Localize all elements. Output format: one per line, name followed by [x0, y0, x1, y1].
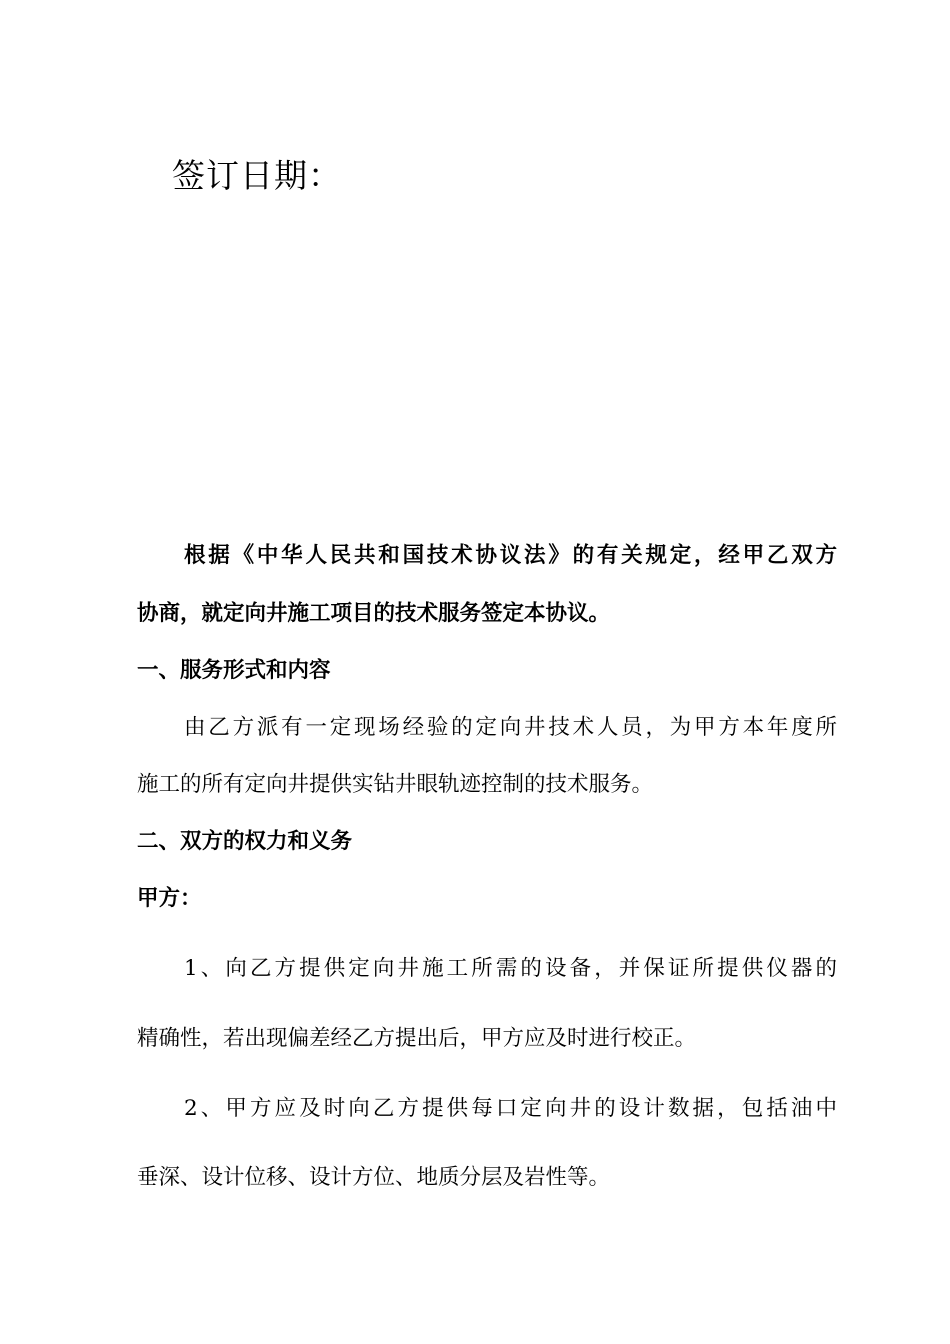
- section1-line-1: 由乙方派有一定现场经验的定向井技术人员，为甲方本年度所: [184, 715, 837, 740]
- section1-line-2: 施工的所有定向井提供实钻井眼轨迹控制的技术服务。: [137, 772, 654, 797]
- intro-line-1: 根据《中华人民共和国技术协议法》的有关规定，经甲乙双方: [184, 543, 837, 568]
- section2-heading: 二、双方的权力和义务: [137, 829, 353, 854]
- party-a-item1-line-1: 1、向乙方提供定向井施工所需的设备，并保证所提供仪器的: [184, 956, 837, 981]
- party-a-item2-line-2: 垂深、设计位移、设计方位、地质分层及岩性等。: [137, 1165, 611, 1190]
- party-a-label: 甲方：: [137, 886, 202, 911]
- party-a-item2-line-1: 2、甲方应及时向乙方提供每口定向井的设计数据，包括油中: [184, 1096, 837, 1121]
- intro-line-2: 协商，就定向井施工项目的技术服务签定本协议。: [137, 601, 611, 626]
- party-a-item1-line-2: 精确性，若出现偏差经乙方提出后，甲方应及时进行校正。: [137, 1026, 697, 1051]
- sign-date-label: 签订日期：: [172, 156, 342, 195]
- section1-heading: 一、服务形式和内容: [137, 658, 331, 683]
